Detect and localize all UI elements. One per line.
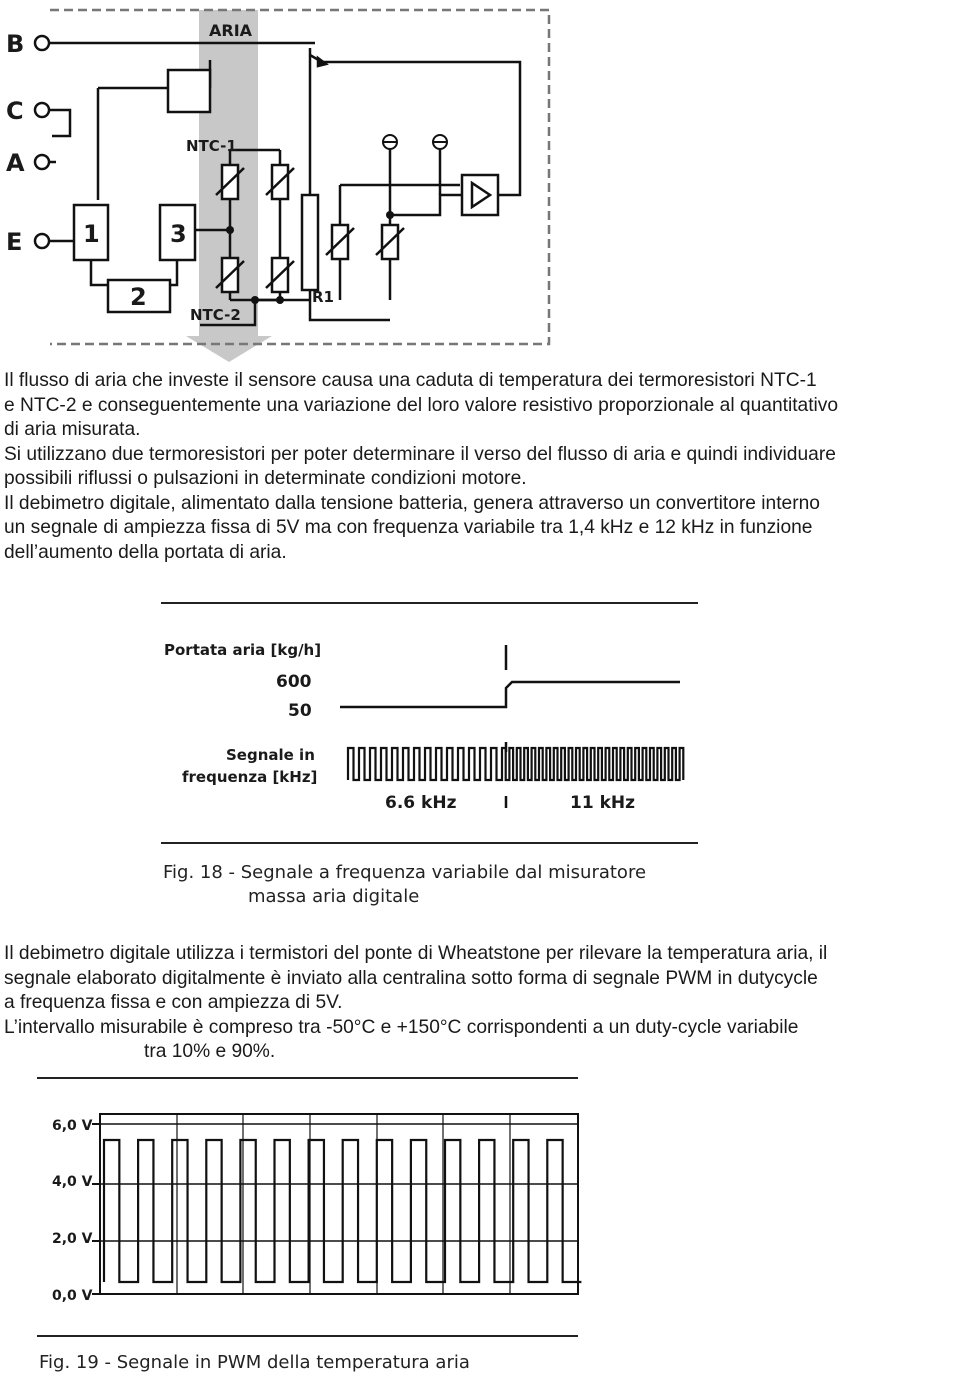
paragraph-2-line: segnale elaborato digitalmente è inviato alla centralina sotto forma di segnale PWM in dutycycle <box>4 967 818 989</box>
block-3-label: 3 <box>170 220 187 248</box>
y-tick-label: 6,0 V <box>52 1118 93 1134</box>
theta-symbols <box>383 135 447 149</box>
frequency-waveform <box>348 748 683 780</box>
paragraph-1-line: dell’aumento della portata di aria. <box>4 541 287 563</box>
paragraph-2 <box>4 942 956 1065</box>
terminal-label-e: E <box>6 228 23 256</box>
pwm-y-ticks <box>92 1124 100 1294</box>
flow-rate-label: Portata aria [kg/h] <box>164 641 322 659</box>
flow-level-high-label: 600 <box>276 672 312 692</box>
circuit-diagram <box>0 0 560 365</box>
paragraph-1-line: Il debimetro digitale, alimentato dalla tensione batteria, genera attraverso un convertitore interno <box>4 492 820 514</box>
figure-18-caption-line-2: massa aria digitale <box>248 886 420 907</box>
figure-18-signal-chart <box>160 630 720 830</box>
flow-step-trace <box>340 682 680 707</box>
y-tick-label: 0,0 V <box>52 1288 93 1304</box>
block-2-label: 2 <box>130 283 147 311</box>
paragraph-1-line: un segnale di ampiezza fissa di 5V ma con frequenza variabile tra 1,4 kHz e 12 kHz in funzione <box>4 517 813 538</box>
figure-19-pwm-chart <box>30 1100 590 1320</box>
figure-19-top-rule <box>37 1077 578 1079</box>
figure-19-caption: Fig. 19 - Segnale in PWM della temperatura aria <box>39 1352 470 1373</box>
frequency-left-label: 6.6 kHz <box>385 793 457 813</box>
figure-18-bottom-rule <box>161 842 698 844</box>
air-label: ARIA <box>209 21 253 40</box>
amplifier-symbol <box>462 175 498 215</box>
figure-19-bottom-rule <box>37 1335 578 1337</box>
ntc1-label: NTC-1 <box>186 137 237 155</box>
frequency-right-label: 11 kHz <box>570 793 636 813</box>
ntc2-label: NTC-2 <box>190 306 241 324</box>
r1-label: R1 <box>312 288 334 306</box>
paragraph-2-line: Il debimetro digitale utilizza i termistori del ponte di Wheatstone per rilevare la temperatura aria, il <box>4 943 828 964</box>
paragraph-1-line: e NTC-2 e conseguentemente una variazione del loro valore resistivo proporzionale al quantitativo <box>4 394 839 416</box>
terminal-label-a: A <box>6 149 25 177</box>
terminal-label-b: B <box>6 30 25 58</box>
paragraph-1-line: Il flusso di aria che investe il sensore causa una caduta di temperatura dei termoresistori NTC-1 <box>4 370 817 391</box>
terminal-group <box>35 36 49 248</box>
figure-18-caption-line-1: Fig. 18 - Segnale a frequenza variabile dal misuratore <box>163 862 647 883</box>
signal-label-line-1: Segnale in <box>226 746 315 764</box>
figure-18-top-rule <box>161 602 698 604</box>
paragraph-1-line: di aria misurata. <box>4 419 141 440</box>
paragraph-1-line: Si utilizzano due termoresistori per poter determinare il verso del flusso di aria e quindi individuare <box>4 443 836 465</box>
y-tick-label: 2,0 V <box>52 1231 93 1247</box>
paragraph-1 <box>4 369 956 565</box>
paragraph-2-line: tra 10% e 90%. <box>144 1041 276 1062</box>
paragraph-2-line: L’intervallo misurabile è compreso tra -50°C e +150°C corrispondenti a un duty-cycle variabile <box>4 1016 799 1038</box>
paragraph-2-line: a frequenza fissa e con ampiezza di 5V. <box>4 992 343 1013</box>
block-aria <box>168 70 210 112</box>
frequency-signal-trace <box>348 748 683 780</box>
paragraph-1-line: possibili riflussi o pulsazioni in determinate condizioni motore. <box>4 468 527 489</box>
block-1-label: 1 <box>83 220 100 248</box>
resistor-r1 <box>302 195 318 290</box>
y-tick-label: 4,0 V <box>52 1174 93 1190</box>
flow-level-low-label: 50 <box>288 701 312 721</box>
signal-label-line-2: frequenza [kHz] <box>182 768 318 786</box>
transistor-symbol <box>310 48 326 75</box>
terminal-label-c: C <box>6 97 24 125</box>
